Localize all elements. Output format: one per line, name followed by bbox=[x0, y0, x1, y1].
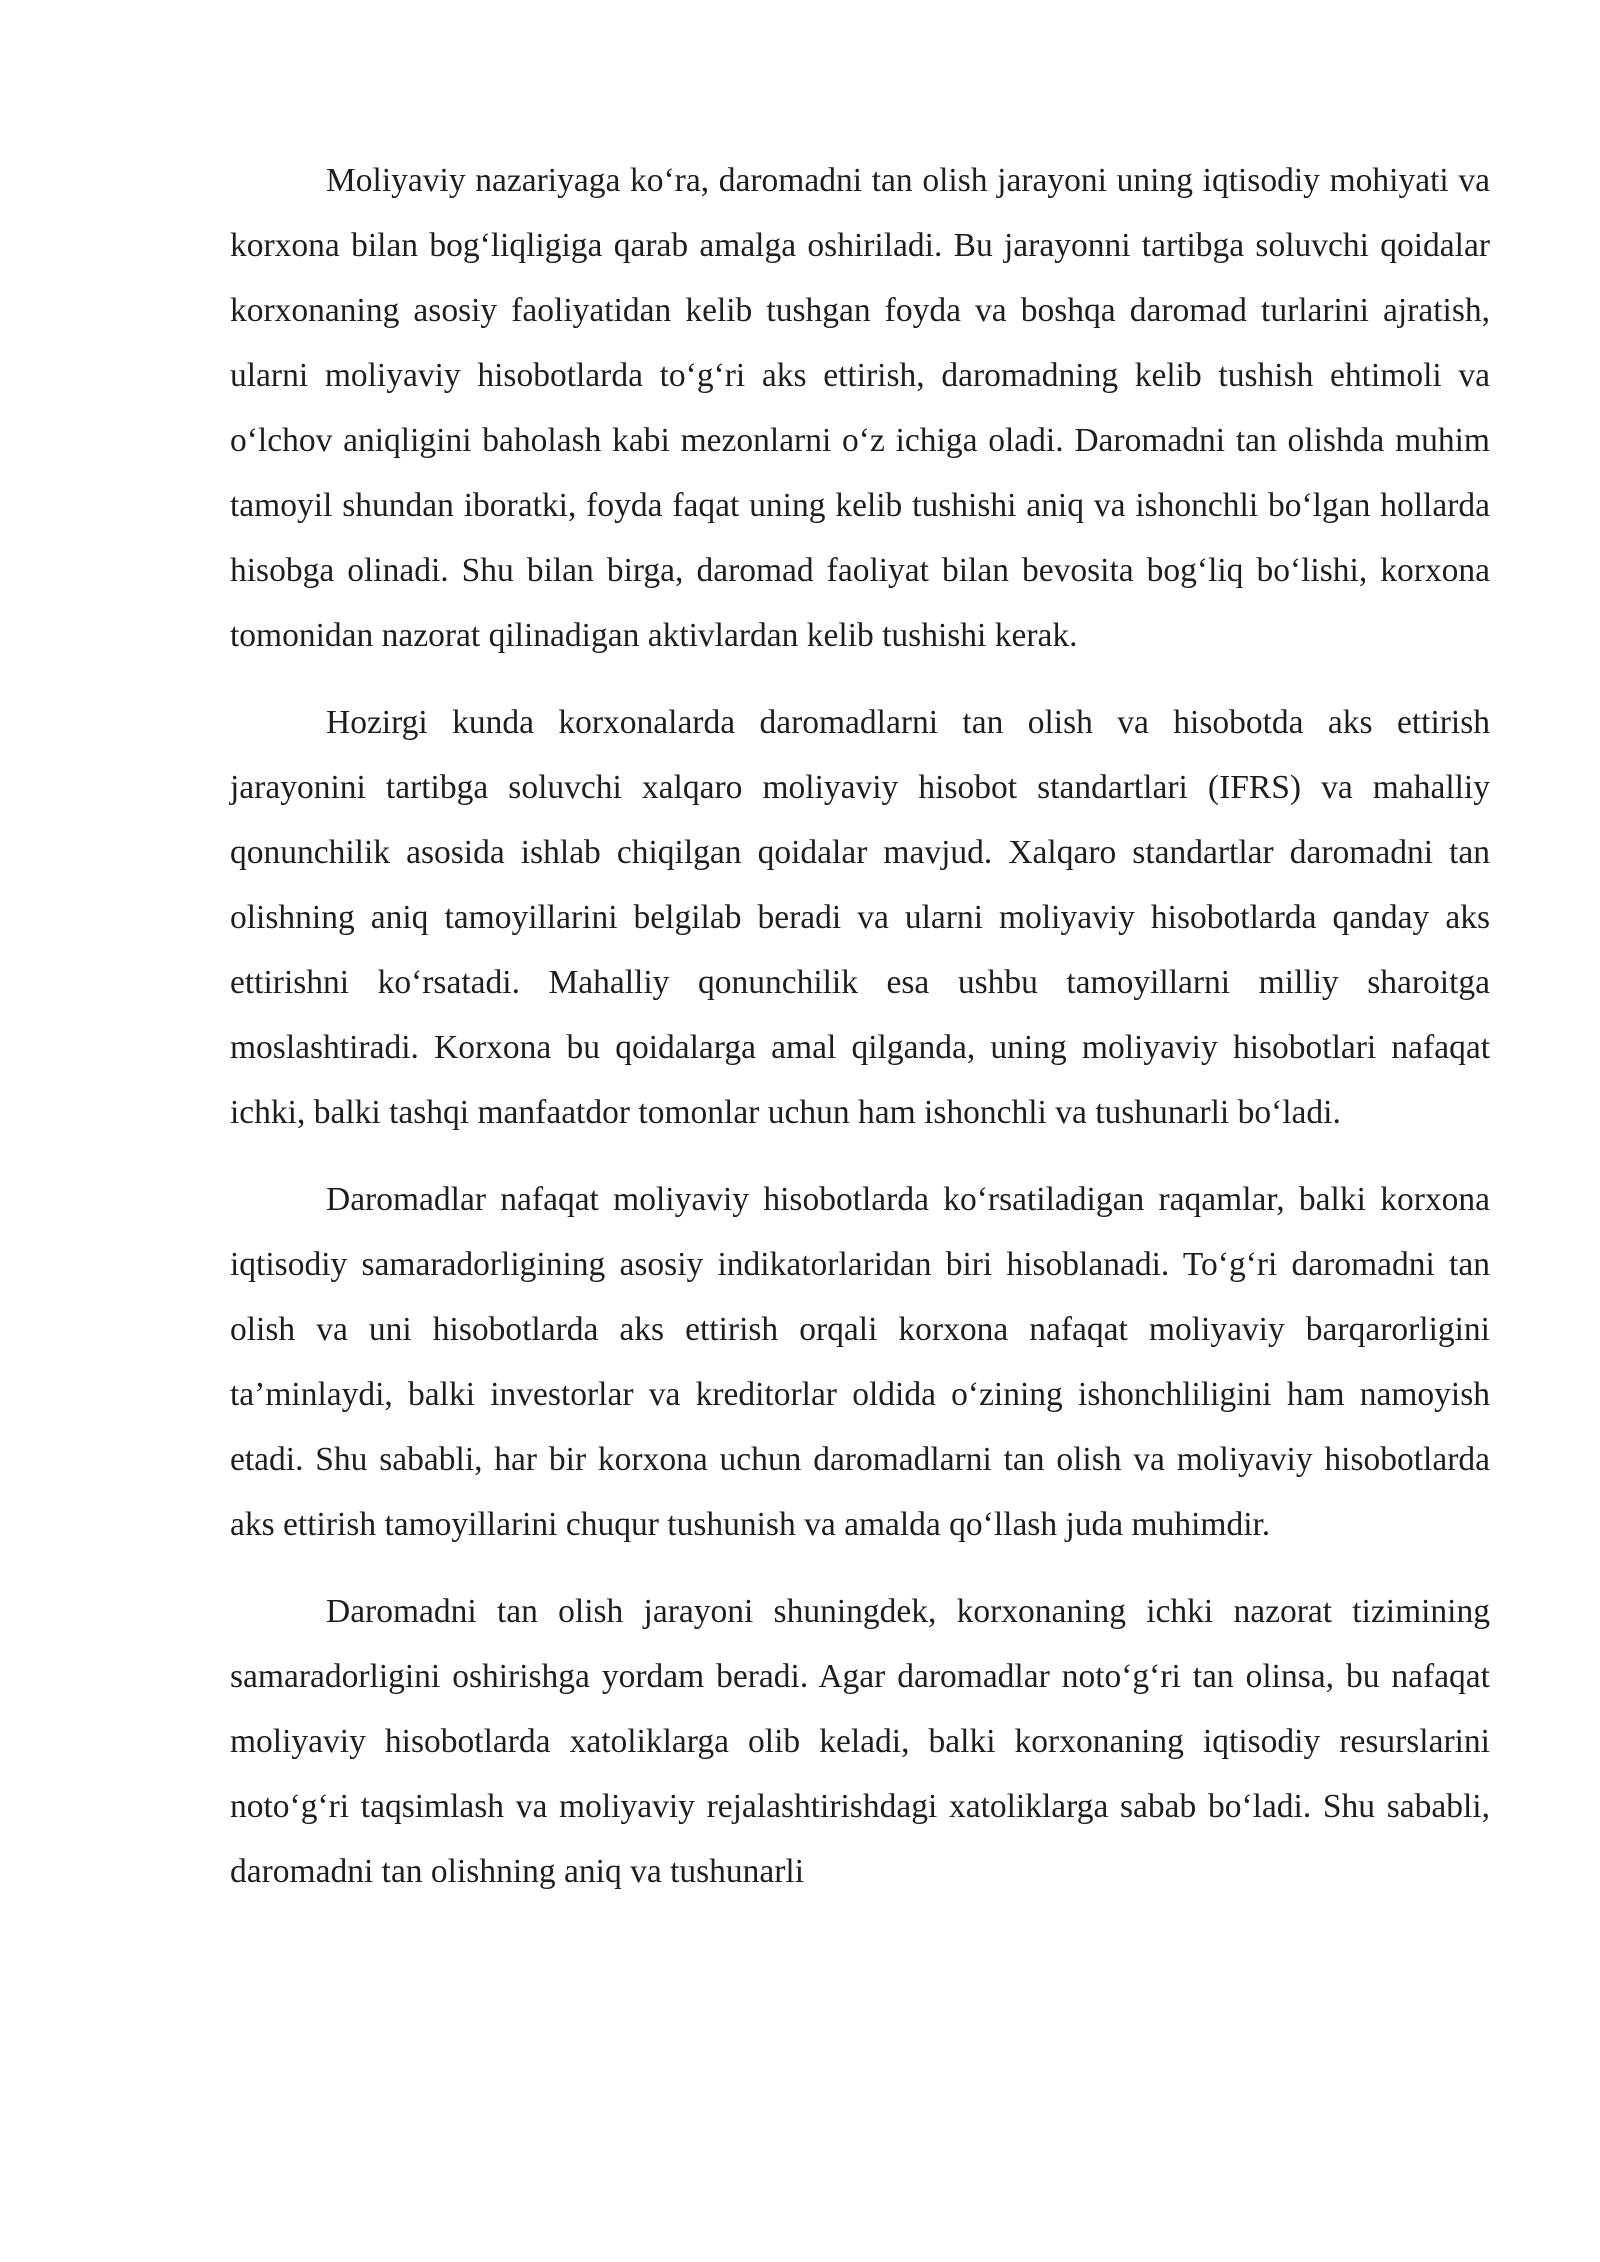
paragraph-3: Daromadlar nafaqat moliyaviy hisobotlarda ko‘rsatiladigan raqamlar, balki korxona iqtisodiy samaradorligining asosiy indikatorlaridan biri hisoblanadi. To‘g‘ri daromadni tan olish va uni hisobotlarda aks ettirish orqali korxona nafaqat moliyaviy barqarorligini ta’minlaydi, balki investorlar va kreditorlar oldida o‘zining ishonchliligini ham namoyish etadi. Shu sababli, har bir korxona uchun daromadlarni tan olish va moliyaviy hisobotlarda aks ettirish tamoyillarini chuqur tushunish va amalda qo‘llash juda muhimdir. bbox=[230, 1181, 1490, 1543]
paragraph-1: Moliyaviy nazariyaga ko‘ra, daromadni tan olish jarayoni uning iqtisodiy mohiyati va korxona bilan bog‘liqligiga qarab amalga oshiriladi. Bu jarayonni tartibga soluvchi qoidalar korxonaning asosiy faoliyatidan kelib tushgan foyda va boshqa daromad turlarini ajratish, ularni moliyaviy hisobotlarda to‘g‘ri aks ettirish, daromadning kelib tushish ehtimoli va o‘lchov aniqligini baholash kabi mezonlarni o‘z ichiga oladi. Daromadni tan olishda muhim tamoyil shundan iboratki, foyda faqat uning kelib tushishi aniq va ishonchli bo‘lgan hollarda hisobga olinadi. Shu bilan birga, daromad faoliyat bilan bevosita bog‘liq bo‘lishi, korxona tomonidan nazorat qilinadigan aktivlardan kelib tushishi kerak. bbox=[230, 162, 1490, 654]
paragraph-4: Daromadni tan olish jarayoni shuningdek, korxonaning ichki nazorat tizimining samaradorligini oshirishga yordam beradi. Agar daromadlar noto‘g‘ri tan olinsa, bu nafaqat moliyaviy hisobotlarda xatoliklarga olib keladi, balki korxonaning iqtisodiy resurslarini noto‘g‘ri taqsimlash va moliyaviy rejalashtirishdagi xatoliklarga sabab bo‘ladi. Shu sababli, daromadni tan olishning aniq va tushunarli bbox=[230, 1593, 1490, 1890]
paragraph-2: Hozirgi kunda korxonalarda daromadlarni tan olish va hisobotda aks ettirish jarayonini tartibga soluvchi xalqaro moliyaviy hisobot standartlari (IFRS) va mahalliy qonunchilik asosida ishlab chiqilgan qoidalar mavjud. Xalqaro standartlar daromadni tan olishning aniq tamoyillarini belgilab beradi va ularni moliyaviy hisobotlarda qanday aks ettirishni ko‘rsatadi. Mahalliy qonunchilik esa ushbu tamoyillarni milliy sharoitga moslashtiradi. Korxona bu qoidalarga amal qilganda, uning moliyaviy hisobotlari nafaqat ichki, balki tashqi manfaatdor tomonlar uchun ham ishonchli va tushunarli bo‘ladi. bbox=[230, 704, 1490, 1131]
document-body bbox=[230, 148, 1490, 1926]
